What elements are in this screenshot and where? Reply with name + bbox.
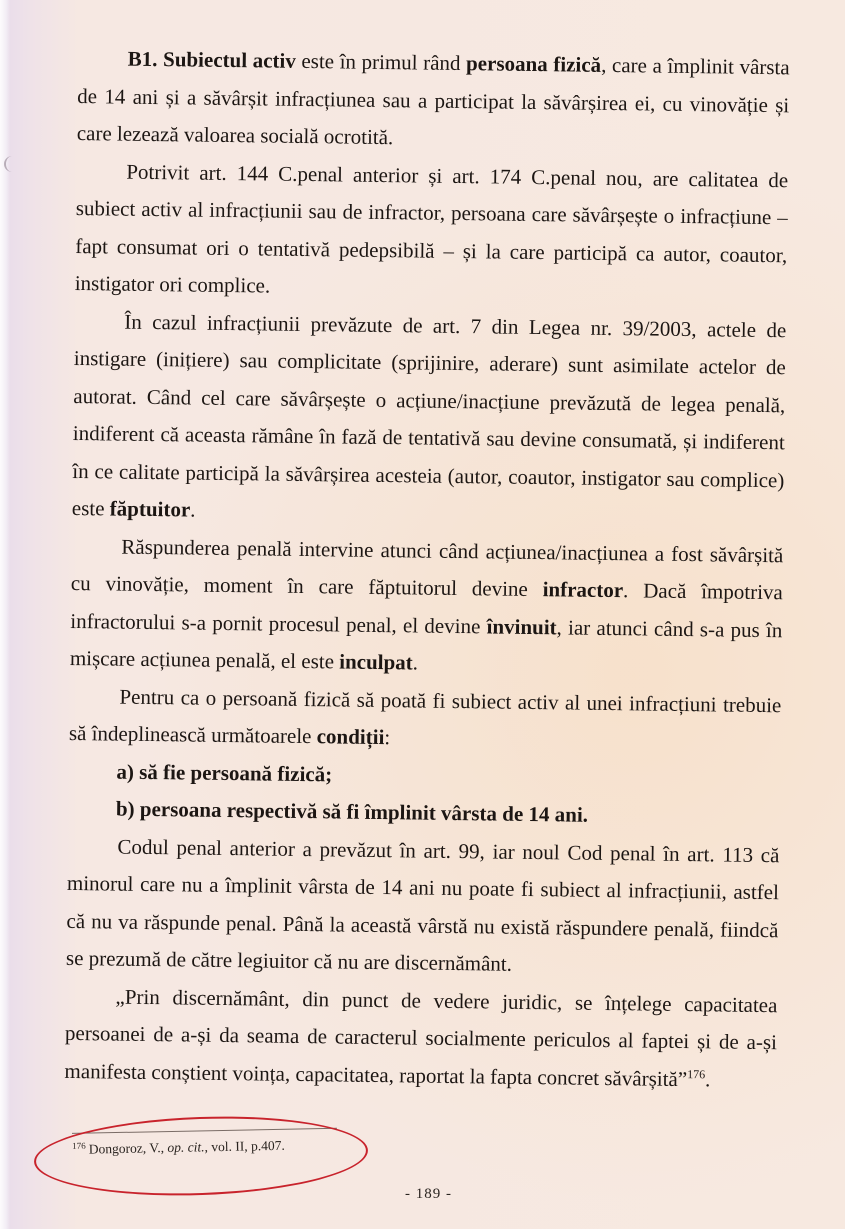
text-run: .	[705, 1066, 711, 1091]
page-number: - 189 -	[405, 1186, 452, 1202]
text-run: În cazul infracțiunii prevăzute de art. 7 din Legea nr. 39/2003, actele de instigare (inițiere) sau complicitate (sprijinire, aderare) sunt asimilate actelor de autorat. Când cel care săvârșește o acțiune/inacțiune prevăzută de legea penală, indiferent că aceasta rămâne în fază de tentativă sau devine consumată, și indiferent în ce calitate participă la săvârșirea acesteia (autor, coautor, instigator sau complice) este	[71, 309, 787, 521]
footnote-op-cit: op. cit.	[167, 1139, 205, 1156]
page-edge-notch	[4, 156, 14, 172]
text-run: .	[582, 802, 589, 827]
text-run: Codul penal anterior a prevăzut în art. 99, iar noul Cod penal în art. 113 că minorul care nu a împlinit vârsta de 14 ani nu poate fi subiect al infracțiunii, astfel că nu va răspunde penal. Până la această vârstă nu există răspundere penală, fiindcă se prezumă de către legiuitor că nu are discernământ.	[65, 834, 780, 976]
footnote-number: 176	[72, 1140, 86, 1151]
text-run: Potrivit art. 144 C.penal anterior și art. 174 C.penal nou, are calitatea de subiect activ al infracțiunii sau de infractor, persoana care săvârșește o infracțiune – fapt consumat ori o tentativă pedepsibilă – și la care participă ca autor, coautor, instigator ori complice.	[74, 159, 789, 298]
paragraph	[66, 827, 780, 986]
paragraph	[70, 527, 784, 686]
bold-text: B1. Subiectul activ	[127, 46, 297, 73]
paragraph	[64, 977, 777, 1099]
body-text	[64, 40, 790, 1099]
text-run: .	[190, 497, 196, 522]
text-run: Răspunderea penală intervine atunci când acțiunea/inacțiunea a fost săvârșită cu vinovăție, moment în care făptuitorul devine	[70, 534, 784, 602]
bold-text: făptuitor	[109, 496, 191, 522]
paragraph	[75, 152, 789, 311]
bold-text: b) persoana respectivă să fi împlinit vârsta de 14 ani	[115, 796, 583, 827]
text-run: . Dacă împotriva infractorului s-a pornit procesul penal, el devine	[70, 578, 784, 638]
text-run: .	[412, 650, 419, 675]
bold-text: a) să fie persoană fizică;	[116, 759, 333, 786]
paragraph	[77, 40, 790, 162]
paragraph	[69, 677, 782, 761]
footnote-reference-marker: 176	[687, 1066, 706, 1081]
text-run: , care a împlinit vârsta de 14 ani și a săvârșit infracțiunea sau a participat la săvârșirea ei, cu vinovăție și care lezează valoarea socială ocrotită.	[76, 52, 790, 150]
bold-text: infractor	[542, 577, 624, 603]
page-edge	[0, 0, 10, 1229]
footnote-author: Dongoroz, V.,	[88, 1140, 168, 1157]
bold-text: învinuit	[486, 613, 557, 639]
bold-text: condiții	[316, 724, 385, 750]
footnote-reference: , vol. II, p.407.	[204, 1137, 285, 1155]
text-run: :	[384, 725, 391, 750]
paragraph	[72, 302, 787, 536]
text-run: Pentru ca o persoană fizică să poată fi subiect activ al unei infracțiuni trebuie să îndeplinească următoarele	[68, 684, 782, 749]
bold-text: persoana fizică	[465, 51, 602, 77]
text-run: „Prin discernământ, din punct de vedere juridic, se înțelege capacitatea persoanei de a-și da seama de caracterul socialmente periculos al faptei și de a-și manifesta conștient voința, capacitatea, raportat la fapta concret săvârșită”	[64, 984, 778, 1091]
text-run: este în primul rând	[295, 48, 467, 76]
red-ellipse-annotation	[33, 1111, 370, 1201]
text-run: , iar atunci când s-a pus în mișcare acțiunea penală, el este	[69, 614, 783, 674]
bold-text: inculpat	[339, 649, 413, 675]
